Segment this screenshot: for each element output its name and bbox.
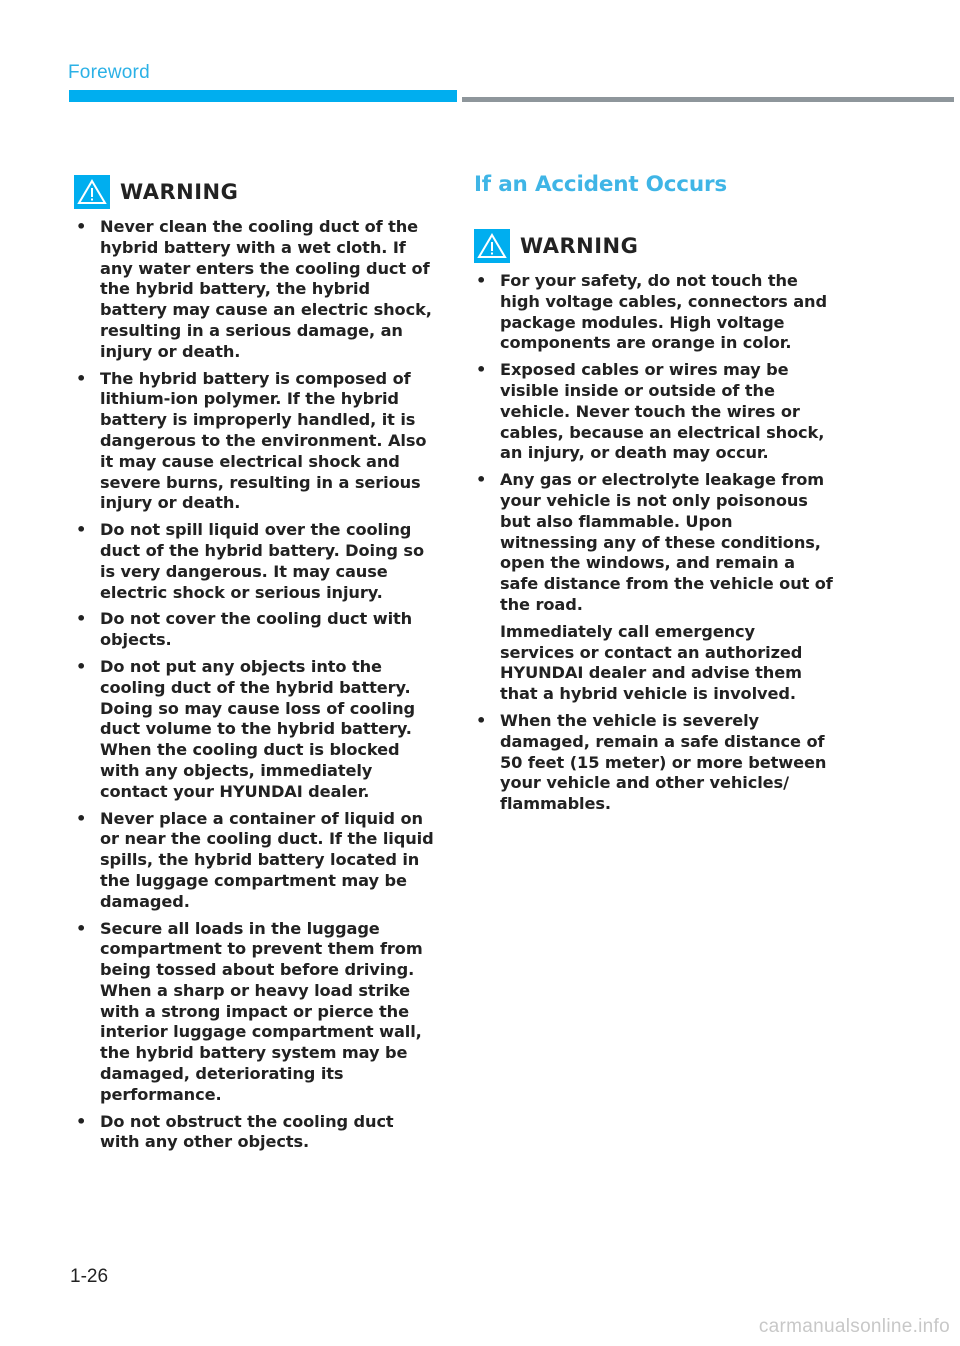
header-accent-bar xyxy=(69,90,457,102)
warning-triangle-icon xyxy=(74,175,110,209)
list-item: • Exposed cables or wires may be visible inside or outside of the vehicle. Never touch the wires or cables, because an electrical shock, an injury, or death may occur. xyxy=(474,360,834,464)
warning-list xyxy=(74,217,434,1153)
warning-label: WARNING xyxy=(520,234,639,258)
list-item: • Never clean the cooling duct of the hybrid battery with a wet cloth. If any water enters the cooling duct of the hybrid battery, the hybrid battery may cause an electric shock, resulting in a serious damage, an injury or death. xyxy=(74,217,434,363)
list-item: • When the vehicle is severely damaged, remain a safe distance of 50 feet (15 meter) or more between your vehicle and other vehicles/ flammables. xyxy=(474,711,834,815)
warning-heading xyxy=(474,229,834,263)
watermark: carmanualsonline.info xyxy=(758,1316,950,1337)
list-item: • Never place a container of liquid on or near the cooling duct. If the liquid spills, the hybrid battery located in the luggage compartment may be damaged. xyxy=(74,809,434,913)
warning-heading xyxy=(74,175,434,209)
list-item xyxy=(474,470,834,705)
warning-list xyxy=(474,271,834,815)
warning-label: WARNING xyxy=(120,180,239,204)
list-item: • Do not spill liquid over the cooling duct of the hybrid battery. Doing so is very dangerous. It may cause electric shock or serious injury. xyxy=(74,520,434,603)
list-item-continuation: Immediately call emergency services or contact an authorized HYUNDAI dealer and advise them that a hybrid vehicle is involved. xyxy=(500,621,803,704)
list-item: • Do not put any objects into the cooling duct of the hybrid battery. Doing so may cause loss of cooling duct volume to the hybrid battery. When the cooling duct is blocked with any objects, immediately contact your HYUNDAI dealer. xyxy=(74,657,434,803)
section-label: Foreword xyxy=(68,62,150,83)
warning-triangle-icon xyxy=(474,229,510,263)
list-item: • For your safety, do not touch the high voltage cables, connectors and package modules. High voltage components are orange in color. xyxy=(474,271,834,354)
list-item-text: Any gas or electrolyte leakage from your vehicle is not only poisonous but also flammable. Upon witnessing any of these conditions, open the windows, and remain a safe distance from the vehicle out of the road. xyxy=(500,470,833,614)
list-item: • Secure all loads in the luggage compartment to prevent them from being tossed about before driving. When a sharp or heavy load strike with a strong impact or pierce the interior luggage compartment wall, the hybrid battery system may be damaged, deteriorating its performance. xyxy=(74,919,434,1106)
right-column xyxy=(474,172,834,821)
header-rule xyxy=(462,97,954,102)
list-item: • Do not obstruct the cooling duct with any other objects. xyxy=(74,1112,434,1154)
page-number: 1-26 xyxy=(70,1266,109,1287)
list-item: • Do not cover the cooling duct with objects. xyxy=(74,609,434,651)
left-column xyxy=(74,175,434,1159)
section-title: If an Accident Occurs xyxy=(474,172,727,197)
list-item: • The hybrid battery is composed of lithium-ion polymer. If the hybrid battery is improperly handled, it is dangerous to the environment. Also it may cause electrical shock and severe burns, resulting in a serious injury or death. xyxy=(74,369,434,515)
